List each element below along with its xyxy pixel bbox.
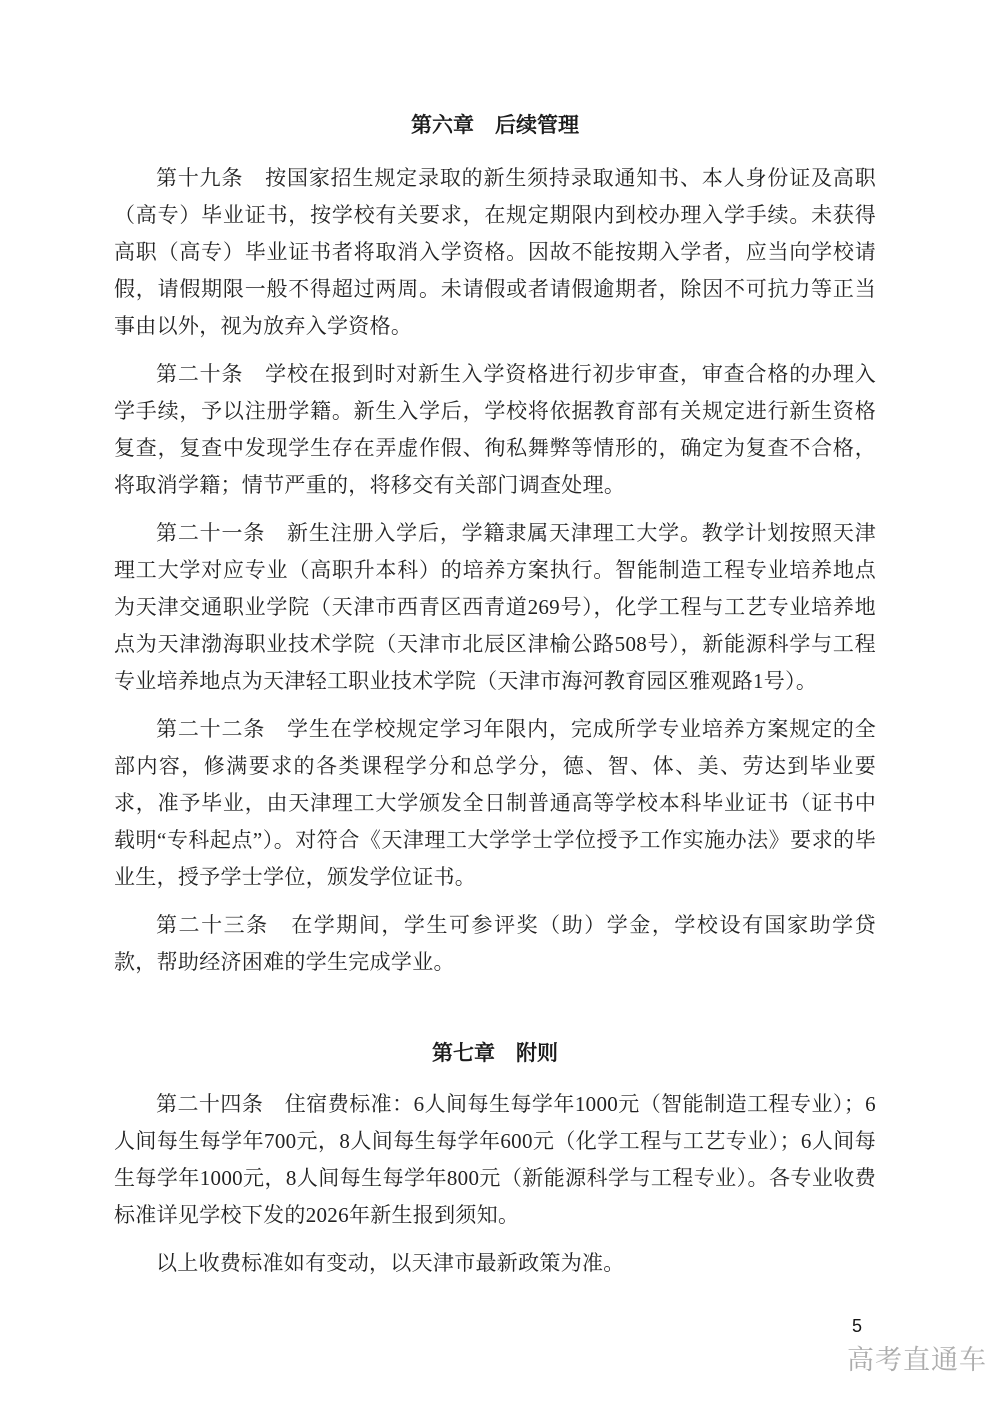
- article-24-paragraph: 第二十四条 住宿费标准：6人间每生每学年1000元（智能制造工程专业）；6人间每生每学年700元，8人间每生每学年600元（化学工程与工艺专业）；6人间每生每学年1000元，8人间每生每学年800元（新能源科学与工程专业）。各专业收费标准详见学校下发的2026年新生报到须知。: [114, 1092, 876, 1227]
- page-number: 5: [852, 1316, 863, 1336]
- article-23-paragraph: 第二十三条 在学期间，学生可参评奖（助）学金，学校设有国家助学贷款，帮助经济困难的学生完成学业。: [114, 913, 876, 974]
- document-page-body: [114, 0, 876, 1293]
- chapter-7-heading: 第七章 附则: [432, 1041, 558, 1065]
- article-19-paragraph: 第十九条 按国家招生规定录取的新生须持录取通知书、本人身份证及高职（高专）毕业证书，按学校有关要求，在规定期限内到校办理入学手续。未获得高职（高专）毕业证书者将取消入学资格。因故不能按期入学者，应当向学校请假，请假期限一般不得超过两周。未请假或者请假逾期者，除因不可抗力等正当事由以外，视为放弃入学资格。: [114, 166, 876, 338]
- chapter-6-heading: 第六章 后续管理: [411, 113, 579, 137]
- chapter-7-section: [114, 1040, 876, 1282]
- article-22-paragraph: 第二十二条 学生在学校规定学习年限内，完成所学专业培养方案规定的全部内容，修满要求的各类课程学分和总学分，德、智、体、美、劳达到毕业要求，准予毕业，由天津理工大学颁发全日制普通高等学校本科毕业证书（证书中载明“专科起点”）。对符合《天津理工大学学士学位授予工作实施办法》要求的毕业生，授予学士学位，颁发学位证书。: [114, 717, 876, 889]
- fees-change-note-paragraph: 以上收费标准如有变动，以天津市最新政策为准。: [156, 1251, 625, 1275]
- article-20-paragraph: 第二十条 学校在报到时对新生入学资格进行初步审查，审查合格的办理入学手续，予以注册学籍。新生入学后，学校将依据教育部有关规定进行新生资格复查，复查中发现学生存在弄虚作假、徇私舞弊等情形的，确定为复查不合格，将取消学籍；情节严重的，将移交有关部门调查处理。: [114, 362, 876, 497]
- chapter-6-section: [114, 112, 876, 981]
- watermark-text: 高考直通车: [847, 1345, 987, 1375]
- article-21-paragraph: 第二十一条 新生注册入学后，学籍隶属天津理工大学。教学计划按照天津理工大学对应专业（高职升本科）的培养方案执行。智能制造工程专业培养地点为天津交通职业学院（天津市西青区西青道269号），化学工程与工艺专业培养地点为天津渤海职业技术学院（天津市北辰区津榆公路508号），新能源科学与工程专业培养地点为天津轻工职业技术学院（天津市海河教育园区雅观路1号）。: [114, 521, 876, 693]
